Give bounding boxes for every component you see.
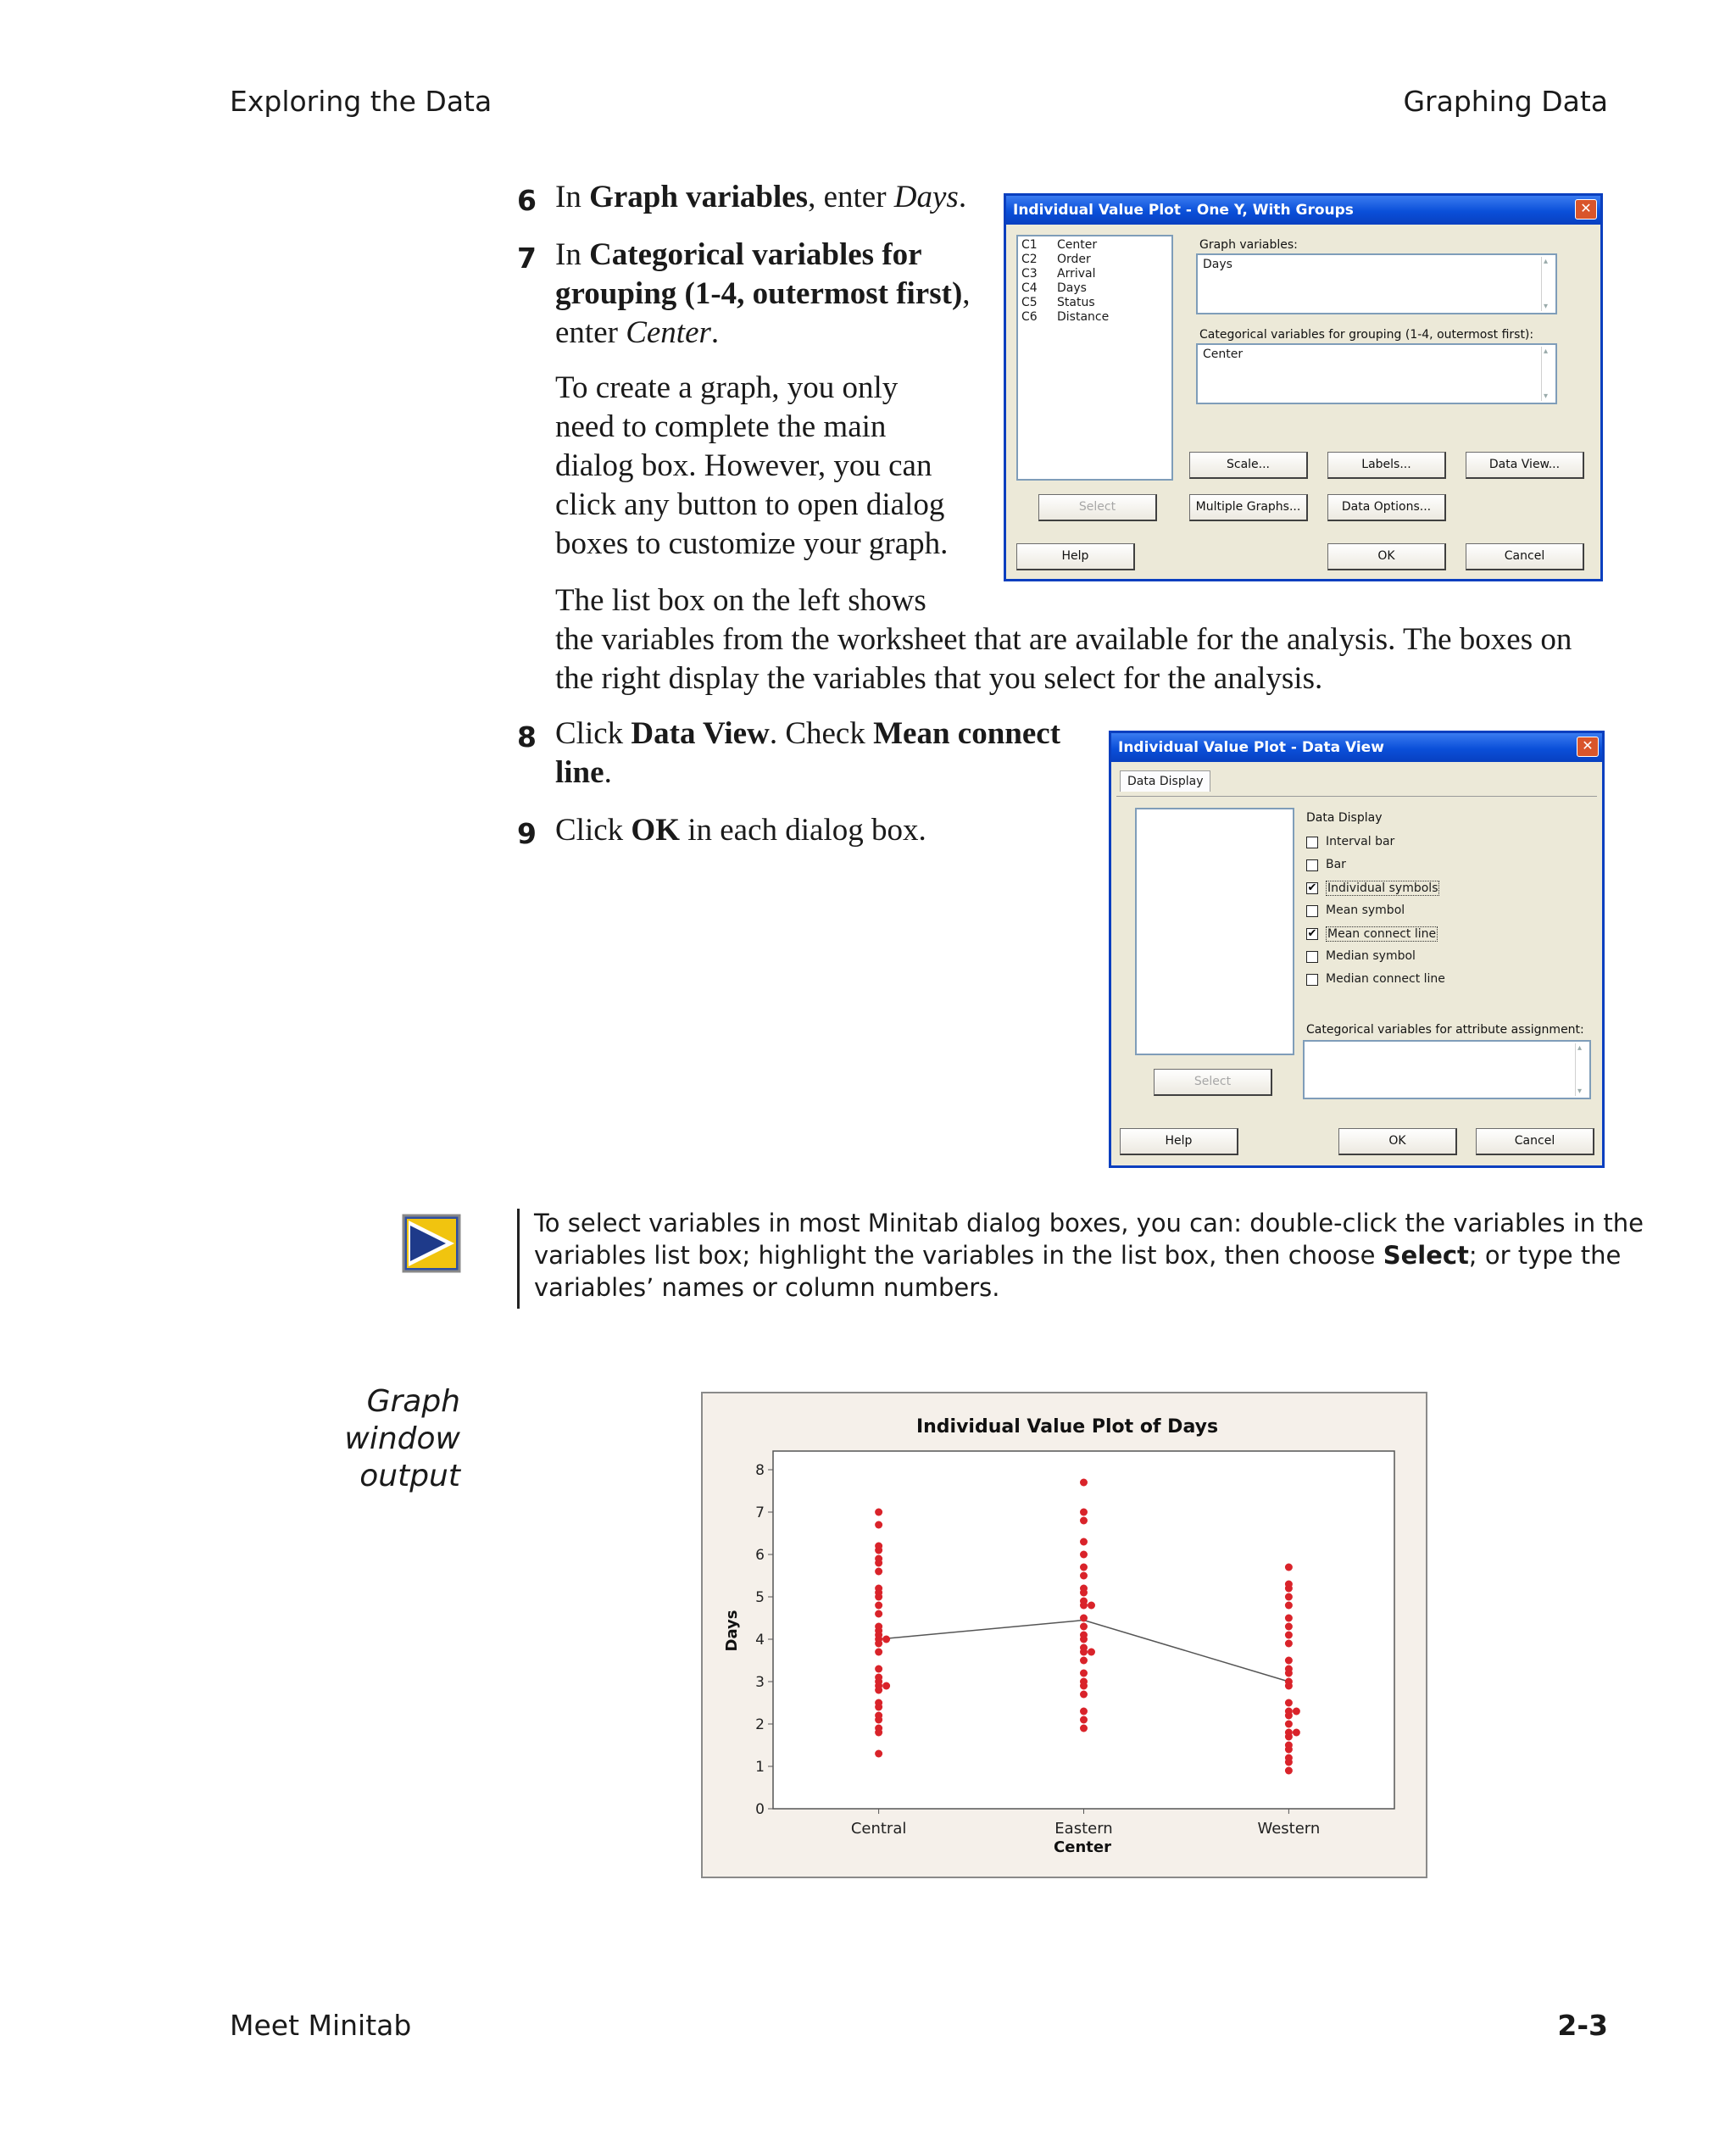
text: ,	[962, 276, 971, 311]
attribute-variables-label: Categorical variables for attribute assignment:	[1306, 1023, 1584, 1037]
data-point	[1080, 1657, 1088, 1665]
data-point	[875, 1555, 882, 1563]
cancel-button[interactable]: Cancel	[1476, 1128, 1594, 1155]
paragraph-list-box	[555, 581, 1572, 698]
data-point	[1080, 1615, 1088, 1622]
data-point	[875, 1568, 882, 1576]
data-point	[875, 1521, 882, 1529]
bold-text: Categorical variables for	[589, 237, 922, 272]
bold-text: Select	[1383, 1241, 1469, 1270]
tip-text	[534, 1207, 1644, 1304]
checkbox-label: Mean symbol	[1326, 904, 1405, 917]
column-id: C5	[1021, 296, 1038, 309]
line: Graph	[366, 1384, 460, 1419]
data-point	[1080, 1623, 1088, 1631]
bold-text: OK	[631, 813, 680, 848]
graph-window-output-label	[344, 1383, 460, 1495]
y-tick-label: 2	[755, 1716, 765, 1733]
data-point	[1285, 1678, 1293, 1686]
data-point	[875, 1623, 882, 1631]
data-point	[1080, 1509, 1088, 1516]
data-point	[1285, 1767, 1293, 1775]
data-point	[1080, 1517, 1088, 1525]
data-point	[875, 1543, 882, 1550]
data-point	[875, 1674, 882, 1682]
column-list-item[interactable]	[1021, 281, 1168, 296]
checkbox-label: Interval bar	[1326, 835, 1395, 848]
data-point	[1080, 1572, 1088, 1580]
column-id: C3	[1021, 267, 1038, 281]
attribute-variables-field[interactable]	[1303, 1040, 1591, 1099]
step-number: 8	[517, 720, 537, 754]
line: click any button to open dialog	[555, 487, 945, 522]
data-point	[1285, 1729, 1293, 1737]
text: ; or type the	[1468, 1241, 1622, 1270]
dialog-title: Individual Value Plot - Data View	[1111, 733, 1602, 762]
column-name: Order	[1057, 253, 1091, 266]
step-text	[555, 178, 966, 217]
bold-text: Data View	[631, 716, 770, 751]
data-point	[1285, 1666, 1293, 1673]
data-display-group-label: Data Display	[1306, 811, 1383, 825]
checkbox-label: Median connect line	[1326, 972, 1445, 986]
scrollbar[interactable]	[1541, 257, 1554, 311]
data-point	[1080, 1564, 1088, 1571]
data-point	[1285, 1593, 1293, 1601]
line: output	[359, 1459, 460, 1493]
data-point	[875, 1725, 882, 1732]
y-axis-label: Days	[723, 1610, 741, 1652]
running-header-left: Exploring the Data	[230, 85, 492, 118]
text: In	[555, 237, 590, 272]
data-point	[1080, 1632, 1088, 1639]
y-tick-label: 6	[755, 1547, 765, 1564]
data-point	[875, 1750, 882, 1758]
column-name: Days	[1057, 281, 1087, 295]
line: need to complete the main	[555, 409, 887, 444]
text: Click	[555, 813, 632, 848]
cancel-button[interactable]: Cancel	[1466, 543, 1584, 570]
scale-button[interactable]: Scale...	[1189, 452, 1308, 479]
data-point	[1285, 1615, 1293, 1622]
data-point	[1080, 1644, 1088, 1652]
y-tick-label: 8	[755, 1462, 765, 1479]
data-point	[1285, 1755, 1293, 1762]
multiple-graphs-button[interactable]: Multiple Graphs...	[1189, 494, 1308, 521]
dialog-title: Individual Value Plot - One Y, With Groups	[1006, 196, 1600, 225]
text: . Check	[769, 716, 874, 751]
scrollbar[interactable]	[1541, 347, 1554, 401]
data-point	[1080, 1538, 1088, 1546]
line: variables’ names or column numbers.	[534, 1273, 1000, 1302]
ok-button[interactable]: OK	[1338, 1128, 1457, 1155]
data-point	[1285, 1632, 1293, 1639]
text: , enter	[808, 180, 894, 214]
line	[555, 275, 971, 314]
select-button[interactable]: Select	[1154, 1069, 1272, 1096]
graph-variables-label: Graph variables:	[1199, 238, 1298, 252]
data-view-button[interactable]: Data View...	[1466, 452, 1584, 479]
italic-text: Center	[626, 315, 711, 350]
italic-text: Days	[893, 180, 959, 214]
step-text	[555, 236, 971, 353]
dialog-individual-value-plot	[1004, 193, 1603, 581]
line: To select variables in most Minitab dialog boxes, you can: double-click the variables in the	[534, 1209, 1644, 1237]
data-point	[882, 1682, 890, 1690]
categorical-variables-label: Categorical variables for grouping (1-4, outermost first):	[1199, 328, 1534, 342]
text: .	[958, 180, 967, 214]
checkbox-label: Bar	[1326, 858, 1346, 871]
data-point	[875, 1666, 882, 1673]
data-point	[1293, 1708, 1300, 1716]
data-point	[1285, 1564, 1293, 1571]
column-list	[1021, 238, 1168, 325]
y-tick-label: 3	[755, 1674, 765, 1691]
data-point	[1285, 1708, 1293, 1716]
line	[555, 715, 1060, 754]
checkbox-label: Median symbol	[1326, 949, 1416, 963]
data-point	[1080, 1691, 1088, 1699]
data-point	[875, 1649, 882, 1656]
tip-rule	[517, 1209, 520, 1309]
help-button[interactable]: Help	[1120, 1128, 1238, 1155]
data-point	[875, 1699, 882, 1707]
dialog-data-view	[1109, 731, 1605, 1168]
x-axis-label: Center	[1054, 1838, 1111, 1856]
variables-list-box[interactable]	[1016, 235, 1173, 481]
data-point	[875, 1585, 882, 1593]
data-point	[1285, 1640, 1293, 1648]
column-id: C4	[1021, 281, 1038, 295]
checkbox-label: Individual symbols	[1327, 881, 1438, 895]
page-number: 2-3	[1557, 2009, 1608, 2042]
bold-text: grouping (1-4, outermost first)	[555, 276, 963, 311]
data-point	[1080, 1551, 1088, 1559]
data-point	[1088, 1649, 1095, 1656]
tab-data-display[interactable]: Data Display	[1120, 770, 1210, 792]
checkbox[interactable]	[1306, 837, 1318, 848]
paragraph-create-graph	[555, 369, 948, 564]
data-point	[1285, 1602, 1293, 1610]
column-list-item[interactable]	[1021, 253, 1168, 267]
data-point	[1080, 1708, 1088, 1716]
line: the right display the variables that you select for the analysis.	[555, 661, 1323, 696]
line	[555, 754, 1060, 792]
data-point	[1285, 1721, 1293, 1728]
data-options-button[interactable]: Data Options...	[1327, 494, 1446, 521]
chart-title: Individual Value Plot of Days	[915, 1416, 1219, 1438]
step-number: 9	[517, 817, 537, 850]
graph-variables-field[interactable]: Days ▴ ▾	[1196, 253, 1557, 314]
data-point	[1080, 1585, 1088, 1593]
data-point	[1285, 1657, 1293, 1665]
checkbox[interactable]	[1306, 905, 1318, 917]
column-id: C6	[1021, 310, 1038, 324]
data-point	[1080, 1670, 1088, 1677]
close-icon[interactable]: ✕	[1577, 737, 1599, 757]
close-icon[interactable]: ✕	[1575, 199, 1597, 220]
y-tick-label: 0	[755, 1801, 765, 1818]
y-tick-label: 7	[755, 1504, 765, 1521]
step-text	[555, 811, 926, 850]
bold-text: line	[555, 755, 604, 790]
text: variables list box; highlight the variables in the list box, then choose	[534, 1241, 1383, 1270]
line	[534, 1239, 1644, 1271]
x-tick-label: Central	[850, 1820, 907, 1838]
bold-text: Mean connect	[873, 716, 1061, 751]
checkbox[interactable]	[1306, 859, 1318, 871]
text: .	[710, 315, 720, 350]
x-tick-label: Eastern	[1054, 1820, 1113, 1838]
scrollbar[interactable]	[1575, 1043, 1588, 1096]
help-button[interactable]: Help	[1016, 543, 1135, 570]
checkbox[interactable]	[1306, 974, 1318, 986]
column-name: Status	[1057, 296, 1095, 309]
data-point	[1285, 1742, 1293, 1749]
x-tick-label: Western	[1257, 1820, 1321, 1838]
line: dialog box. However, you can	[555, 448, 932, 483]
data-point	[1285, 1699, 1293, 1707]
text: .	[604, 755, 612, 790]
y-tick-label: 5	[755, 1589, 765, 1606]
line: boxes to customize your graph.	[555, 526, 949, 561]
data-point	[1285, 1581, 1293, 1588]
variables-list-box[interactable]	[1135, 808, 1294, 1055]
tip-arrow-icon	[402, 1214, 461, 1273]
tab-panel-divider	[1116, 796, 1597, 797]
data-point	[1080, 1598, 1088, 1605]
chart-svg	[703, 1393, 1426, 1877]
data-point	[875, 1712, 882, 1720]
bold-text: Graph variables	[589, 180, 809, 214]
line	[555, 314, 971, 353]
data-point	[1293, 1729, 1300, 1737]
column-list-item[interactable]	[1021, 296, 1168, 310]
checkbox[interactable]: ✔	[1307, 927, 1317, 940]
column-id: C1	[1021, 238, 1038, 252]
line: The list box on the left shows	[555, 583, 926, 618]
data-point	[875, 1602, 882, 1610]
individual-value-plot	[701, 1392, 1427, 1878]
y-tick-label: 1	[755, 1759, 765, 1776]
column-list-item[interactable]	[1021, 267, 1168, 281]
line: the variables from the worksheet that are available for the analysis. The boxes on	[555, 622, 1572, 657]
data-point	[1080, 1479, 1088, 1487]
checkbox[interactable]: ✔	[1307, 881, 1317, 894]
categorical-variables-field[interactable]: Center ▴ ▾	[1196, 343, 1557, 404]
line: To create a graph, you only	[555, 370, 899, 405]
column-name: Distance	[1057, 310, 1110, 324]
text: In	[555, 180, 590, 214]
column-name: Center	[1057, 238, 1098, 252]
select-button[interactable]: Select	[1038, 494, 1157, 521]
data-point	[1088, 1602, 1095, 1610]
column-id: C2	[1021, 253, 1038, 266]
checkbox-label: Mean connect line	[1327, 927, 1437, 941]
data-point	[875, 1610, 882, 1618]
footer-left: Meet Minitab	[230, 2009, 412, 2042]
y-tick-label: 4	[755, 1632, 765, 1649]
data-point	[1080, 1716, 1088, 1724]
step-number: 6	[517, 184, 537, 217]
ok-button[interactable]: OK	[1327, 543, 1446, 570]
text: Click	[555, 716, 632, 751]
text: enter	[555, 315, 626, 350]
checkbox[interactable]	[1306, 951, 1318, 963]
data-point	[1080, 1678, 1088, 1686]
step-text	[555, 715, 1060, 792]
column-name: Arrival	[1057, 267, 1096, 281]
line	[555, 236, 971, 275]
text: in each dialog box.	[679, 813, 926, 848]
labels-button[interactable]: Labels...	[1327, 452, 1446, 479]
data-point	[882, 1636, 890, 1643]
line: window	[344, 1421, 460, 1456]
data-point	[1080, 1725, 1088, 1732]
running-header-right: Graphing Data	[1403, 85, 1608, 118]
step-number: 7	[517, 242, 537, 275]
data-point	[1285, 1623, 1293, 1631]
column-list-item[interactable]	[1021, 310, 1168, 325]
data-point	[875, 1509, 882, 1516]
column-list-item[interactable]	[1021, 238, 1168, 253]
